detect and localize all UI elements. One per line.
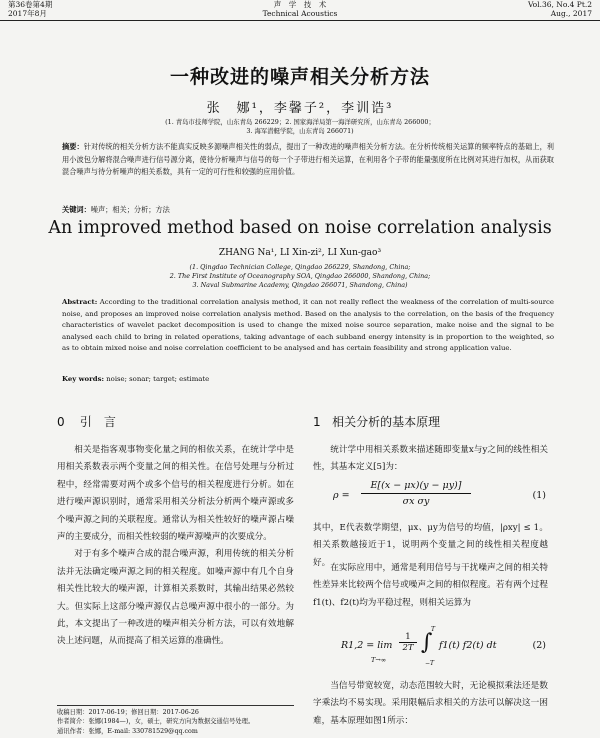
equation-2-integrand: f1(t) f2(t) dt [439, 640, 497, 651]
authors-en: ZHANG Na¹, LI Xin-zi², LI Xun-gao³ [218, 248, 382, 258]
footnote-author: 作者简介：张娜(1984—)，女，硕士，研究方向为数据交通信号处理。 [57, 718, 255, 726]
abstract-en-text: According to the traditional correlation analysis method, it can not really reflect the weakness of the correlation of multi-source noise, and proposes an improved noise correlation analysis method. Based on the analysis to the correlation, on the basis of the frequency characteristics of wavelet packet decomposition is used to change the mixed noise source separation, make noise and the signal to be analysed each child to bring in related operations, taking advantage of each subband energy intensity is in proportion to the weighted, so as to obtain mixed noise and noise correlation coefficient to be analysed and has certain feasibility and strong application value. [62, 298, 554, 352]
section-1-para-1 [313, 442, 548, 477]
header-date-cn: 2017年8月 [8, 9, 47, 18]
equation-2-frac-num: 1 [399, 632, 417, 643]
keywords-en [62, 374, 554, 385]
equation-1-fraction [361, 480, 471, 507]
header-date-en: Aug., 2017 [550, 9, 592, 18]
section-0-heading [57, 413, 116, 430]
footnote-contact: 通讯作者：张娜，E-mail: 330781529@qq.com [57, 727, 198, 735]
equation-2-frac-den: 2T [402, 643, 414, 653]
keywords-cn-label: 关键词： [62, 205, 91, 214]
section-0-paragraph-1: 相关是指客观事物变化量之间的相依关系，在统计学中是用相关系数表示两个变量之间的相关性。在信号处理与分析过程中，经常需要对两个或多个信号的相关程度进行分析。如在进行噪声源识别时，通常采用相关分析法分析两个噪声源或多个噪声源之间的关联程度。通常认为相关性较好的噪声源占噪声的主要成分，而相关性较弱的噪声源噪声的次要成分。 [57, 445, 294, 543]
equation-2-lhs: R1,2 = lim [341, 640, 393, 651]
section-1-paragraph-1: 统计学中用相关系数来描述随即变量x与y之间的线性相关性，其基本定义[5]为： [313, 445, 548, 473]
affiliation-cn-1: (1. 青岛市技师学院，山东青岛 266229；2. 国家海洋局第一海洋研究所，山东青岛 266000； [165, 118, 435, 126]
section-1-paragraph-4: 当信号带宽较宽，动态范围较大时，无论模拟乘法还是数字乘法均不易实现。采用限幅后求相关的方法可以解决这一困难，基本原理如图1所示： [313, 681, 548, 726]
equation-2-integral-icon: ∫ [421, 630, 433, 655]
paper-title-cn: 一种改进的噪声相关分析方法 [169, 66, 430, 88]
keywords-en-label: Key words: [62, 375, 105, 383]
section-1-para-3 [313, 560, 548, 612]
affiliation-cn-2: 3. 海军潜艇学院，山东青岛 266071) [246, 127, 354, 135]
section-0-number: 0 [57, 415, 65, 429]
section-1-title: 相关分析的基本原理 [332, 415, 441, 429]
abstract-en-label: Abstract: [62, 298, 98, 306]
header-journal-en: Technical Acoustics [262, 9, 338, 18]
equation-2 [313, 628, 548, 674]
paper-title-en: An improved method based on noise correlation analysis [48, 218, 552, 238]
footnote-rule [57, 705, 294, 706]
equation-1-lhs: ρ = [333, 490, 350, 501]
equation-1 [313, 480, 548, 516]
section-1-paragraph-3: 在实际应用中，通常是利用信号与干扰噪声之间的相关特性差异来比较两个信号或噪声之间的相似程度。若有两个过程f1(t)、f2(t)均为平稳过程，则相关运算为 [313, 563, 548, 608]
keywords-cn-text: 噪声；相关；分析；方法 [90, 205, 170, 214]
abstract-cn [62, 141, 554, 179]
section-1-paragraph-2: 其中，E代表数学期望，μx、μy为信号的均值，|ρxy| ≤ 1。相关系数越接近于1，说明两个变量之间的线性相关程度越好。 [313, 523, 548, 568]
section-1-heading [313, 413, 440, 430]
header-rule [0, 20, 600, 21]
equation-1-numerator: E[(x − μx)(y − μy)] [361, 480, 471, 494]
header-volume-cn: 第36卷第4期 [8, 0, 53, 9]
equation-2-fraction [399, 632, 417, 653]
section-0-paragraph-2: 对于有多个噪声合成的混合噪声源，利用传统的相关分析法并无法确定噪声源之间的相关程度。如噪声源中有几个自身相关性比较大的噪声源，计算相关系数时，其输出结果必然较大。但实际上这部分噪声源仅占总噪声源中很小的一部分。为此，本文提出了一种改进的噪声相关分析方法，可以有效地解决上述问题，从而提高了相关运算的准确性。 [57, 549, 294, 647]
equation-1-denominator: σx σy [402, 496, 430, 507]
section-0-body [57, 442, 294, 651]
section-1-para-4 [313, 678, 548, 730]
affiliation-en-2: 2. The First Institute of Oceanography SOA, Qingdao 266000, Shandong, China; [169, 272, 431, 280]
keywords-cn [62, 204, 554, 217]
abstract-en [62, 297, 554, 355]
header-volume-en: Vol.36, No.4 Pt.2 [527, 0, 592, 9]
header-journal-cn: 声 学 技 术 [273, 0, 327, 9]
equation-1-number: (1) [532, 490, 546, 501]
section-0-title: 引 言 [79, 415, 116, 429]
equation-2-integral-top: T [431, 626, 436, 633]
equation-2-number: (2) [532, 640, 546, 651]
section-1-number: 1 [313, 415, 321, 429]
authors-cn: 张 娜¹，李馨子²，李训诰³ [206, 101, 394, 116]
affiliation-en-1: (1. Qingdao Technician College, Qingdao 266229, Shandong, China; [189, 263, 411, 271]
abstract-cn-label: 摘要： [62, 142, 84, 151]
abstract-cn-text: 针对传统的相关分析方法不能真实反映多源噪声相关性的弱点，提出了一种改进的噪声相关分析方法。在分析传统相关运算的频率特点的基础上，利用小波包分解将混合噪声进行信号源分离，使待分析噪声与信号的每一个子带进行相关运算，在利用各个子带的能量强度所在比例对其进行加权，从而获取混合噪声与待分析噪声的相关系数，具有一定的可行性和较强的应用价值。 [62, 142, 554, 177]
keywords-en-text: noise; sonar; target; estimate [106, 375, 210, 383]
footnotes [57, 708, 297, 736]
equation-2-limit-sub: T→∞ [371, 656, 387, 664]
equation-2-integral-bottom: −T [425, 660, 435, 667]
footnote-received: 收稿日期：2017-06-19；修回日期：2017-06-26 [57, 709, 199, 716]
affiliation-en-3: 3. Naval Submarine Academy, Qingdao 266071, Shandong, China) [192, 281, 408, 289]
